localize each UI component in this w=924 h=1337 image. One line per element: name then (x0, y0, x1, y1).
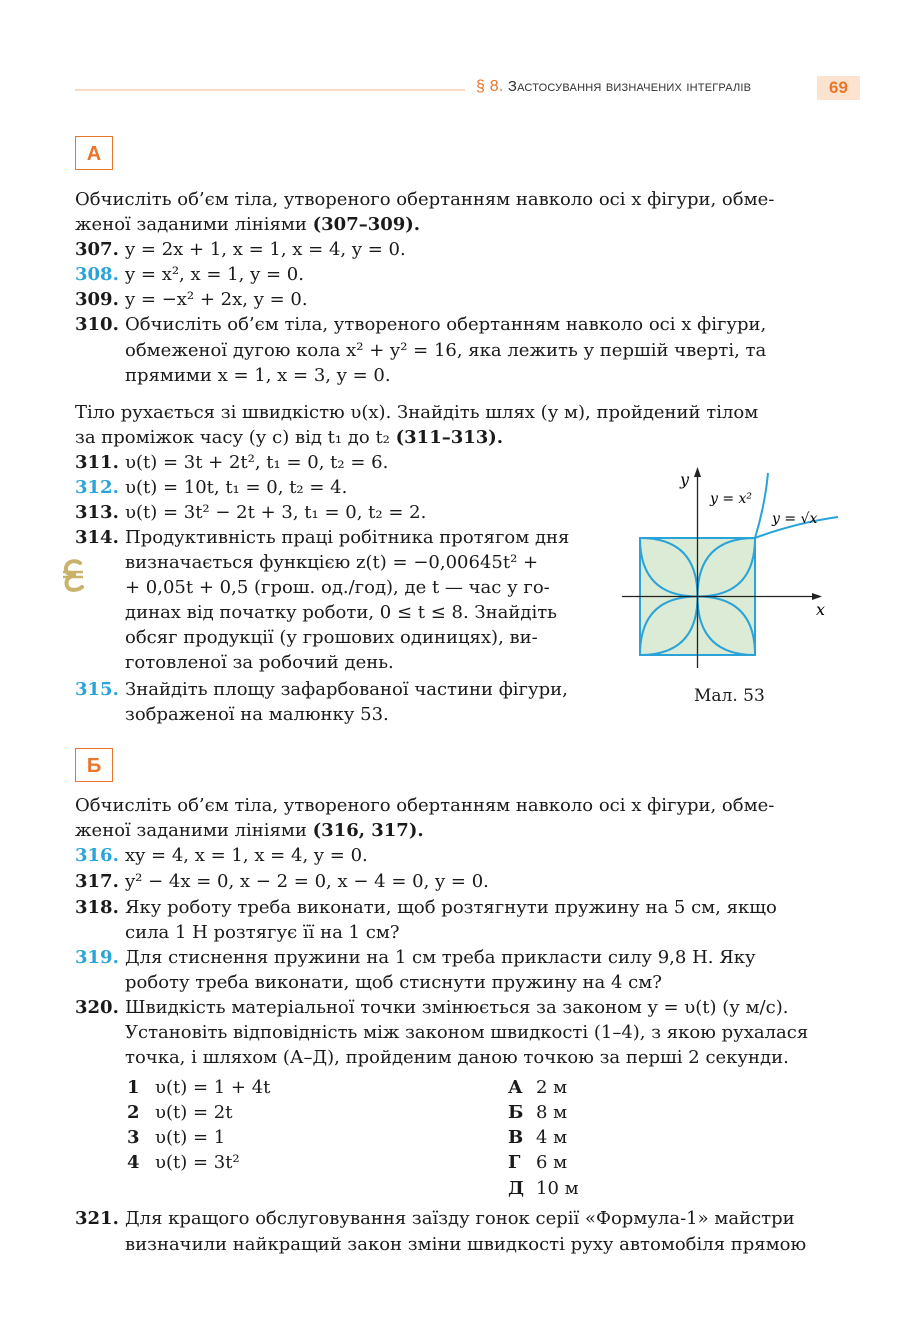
match-right-b (508, 1100, 567, 1125)
match-value: υ(t) = 1 (155, 1127, 226, 1148)
problem-number: 310. (75, 314, 119, 335)
problem-314-line2: визначається функцією z(t) = −0,00645t² + (125, 552, 539, 573)
match-value: υ(t) = 2t (155, 1102, 233, 1123)
match-left-2 (127, 1100, 232, 1125)
problem-number: 317. (75, 871, 119, 892)
problem-314-line3: + 0,05t + 0,5 (грош. од./год), де t — час у го- (125, 577, 550, 598)
problem-number: 311. (75, 452, 119, 473)
problem-number: 314. (75, 527, 119, 548)
problem-308 (75, 262, 304, 287)
problem-text: Швидкість матеріальної точки змінюється за законом y = υ(t) (у м/с). (125, 997, 789, 1018)
match-value: 6 м (536, 1152, 568, 1173)
problem-309 (75, 287, 308, 312)
problem-number: 319. (75, 947, 119, 968)
match-value: 8 м (536, 1102, 568, 1123)
match-value: 10 м (536, 1178, 579, 1199)
match-key: 4 (127, 1152, 140, 1173)
problem-text: υ(t) = 3t² − 2t + 3, t₁ = 0, t₂ = 2. (125, 502, 427, 523)
problem-307 (75, 237, 406, 262)
problem-310-line3: прямими x = 1, x = 3, y = 0. (125, 365, 391, 386)
intro-a2-line2 (75, 425, 503, 450)
problem-314-line5: обсяг продукції (у грошових одиницях), ви- (125, 627, 538, 648)
x-axis-label: x (816, 600, 826, 619)
match-value: 2 м (536, 1077, 568, 1098)
problem-320 (75, 995, 788, 1020)
problem-310 (75, 312, 766, 337)
intro-a2-range: (311–313). (395, 427, 504, 448)
problem-311 (75, 450, 388, 475)
problem-text: υ(t) = 3t + 2t², t₁ = 0, t₂ = 6. (125, 452, 389, 473)
problem-text: Для стиснення пружини на 1 см треба прикласти силу 9,8 Н. Яку (125, 947, 756, 968)
match-left-1 (127, 1075, 270, 1100)
intro-b-line1: Обчисліть об’єм тіла, утвореного обертанням навколо осі x фігури, обме- (75, 795, 775, 816)
problem-314 (75, 525, 569, 550)
problem-319-line2: роботу треба виконати, щоб стиснути пружину на 4 см? (125, 972, 662, 993)
problem-314-line4: динах від початку роботи, 0 ≤ t ≤ 8. Знайдіть (125, 602, 557, 623)
figure-53 (620, 465, 860, 670)
problem-315 (75, 677, 568, 702)
problem-321 (75, 1206, 795, 1231)
y-axis-label: y (680, 470, 690, 489)
problem-number: 321. (75, 1208, 119, 1229)
match-left-3 (127, 1125, 225, 1150)
problem-text: Для кращого обслуговування заїзду гонок серії «Формула-1» майстри (125, 1208, 795, 1229)
level-a-badge: А (75, 136, 113, 170)
intro-a2-line1: Тіло рухається зі швидкістю υ(x). Знайдіть шлях (у м), пройдений тілом (75, 402, 759, 423)
problem-text: Обчисліть об’єм тіла, утвореного обертанням навколо осі x фігури, (125, 314, 767, 335)
problem-text: Продуктивність праці робітника протягом дня (125, 527, 570, 548)
curve-x-squared (755, 473, 768, 538)
match-value: υ(t) = 1 + 4t (155, 1077, 271, 1098)
problem-320-line2: Установіть відповідність між законом швидкості (1–4), з якою рухалася (125, 1022, 809, 1043)
problem-text: xy = 4, x = 1, x = 4, y = 0. (125, 845, 368, 866)
problem-319 (75, 945, 756, 970)
problem-312 (75, 475, 347, 500)
match-right-a (508, 1075, 567, 1100)
match-right-g (508, 1150, 567, 1175)
problem-number: 315. (75, 679, 119, 700)
problem-number: 316. (75, 845, 119, 866)
running-head (476, 78, 751, 96)
intro-a1-text: женої заданими лініями (75, 214, 313, 235)
match-right-v (508, 1125, 567, 1150)
problem-number: 308. (75, 264, 119, 285)
intro-b-line2 (75, 818, 424, 843)
problem-318 (75, 895, 777, 920)
problem-310-line2: обмеженої дугою кола x² + y² = 16, яка лежить у першій чверті, та (125, 340, 767, 361)
problem-314-line6: готовленої за робочий день. (125, 652, 394, 673)
page-number: 69 (817, 76, 860, 100)
match-value: υ(t) = 3t² (155, 1152, 240, 1173)
problem-313 (75, 500, 426, 525)
hryvnia-icon (60, 557, 88, 593)
intro-a1-line1: Обчисліть об’єм тіла, утвореного обертанням навколо осі x фігури, обме- (75, 189, 775, 210)
figure-caption: Мал. 53 (694, 686, 765, 706)
problem-315-line2: зображеної на малюнку 53. (125, 704, 389, 725)
match-key: 1 (127, 1077, 140, 1098)
match-key: 2 (127, 1102, 140, 1123)
section-number: § 8. (476, 78, 504, 95)
match-key: Г (508, 1152, 521, 1173)
match-right-d (508, 1176, 579, 1201)
match-left-4 (127, 1150, 240, 1175)
problem-number: 312. (75, 477, 119, 498)
problem-number: 313. (75, 502, 119, 523)
problem-number: 307. (75, 239, 119, 260)
section-title: Застосування визначених інтегралів (507, 78, 752, 95)
intro-b-range: (316, 317). (312, 820, 424, 841)
curve2-label: y = √x (772, 511, 818, 527)
problem-text: y = −x² + 2x, y = 0. (125, 289, 308, 310)
problem-text: y² − 4x = 0, x − 2 = 0, x − 4 = 0, y = 0. (125, 871, 489, 892)
match-key: В (508, 1127, 524, 1148)
match-key: 3 (127, 1127, 140, 1148)
match-key: Д (508, 1178, 525, 1199)
intro-a2-text: за проміжок часу (у с) від t₁ до t₂ (75, 427, 396, 448)
y-axis-arrow (694, 467, 701, 477)
header-rule (75, 89, 465, 91)
intro-b-text: женої заданими лініями (75, 820, 313, 841)
x-axis-arrow (812, 593, 822, 600)
problem-text: Знайдіть площу зафарбованої частини фігури, (125, 679, 568, 700)
match-key: А (508, 1077, 523, 1098)
problem-number: 309. (75, 289, 119, 310)
intro-a1-line2 (75, 212, 420, 237)
problem-number: 320. (75, 997, 119, 1018)
problem-text: υ(t) = 10t, t₁ = 0, t₂ = 4. (125, 477, 348, 498)
problem-317 (75, 869, 489, 894)
problem-321-line2: визначили найкращий закон зміни швидкості руху автомобіля прямою (125, 1234, 807, 1255)
problem-318-line2: сила 1 Н розтягує її на 1 см? (125, 922, 400, 943)
problem-text: y = x², x = 1, y = 0. (125, 264, 304, 285)
curve1-label: y = x² (710, 491, 753, 507)
problem-316 (75, 843, 368, 868)
intro-a1-range: (307–309). (312, 214, 421, 235)
match-key: Б (508, 1102, 524, 1123)
match-value: 4 м (536, 1127, 568, 1148)
problem-320-line3: точка, і шляхом (А–Д), пройденим даною точкою за перші 2 секунди. (125, 1047, 789, 1068)
problem-text: y = 2x + 1, x = 1, x = 4, y = 0. (125, 239, 406, 260)
problem-number: 318. (75, 897, 119, 918)
level-b-badge: Б (75, 748, 113, 782)
problem-text: Яку роботу треба виконати, щоб розтягнути пружину на 5 см, якщо (125, 897, 777, 918)
